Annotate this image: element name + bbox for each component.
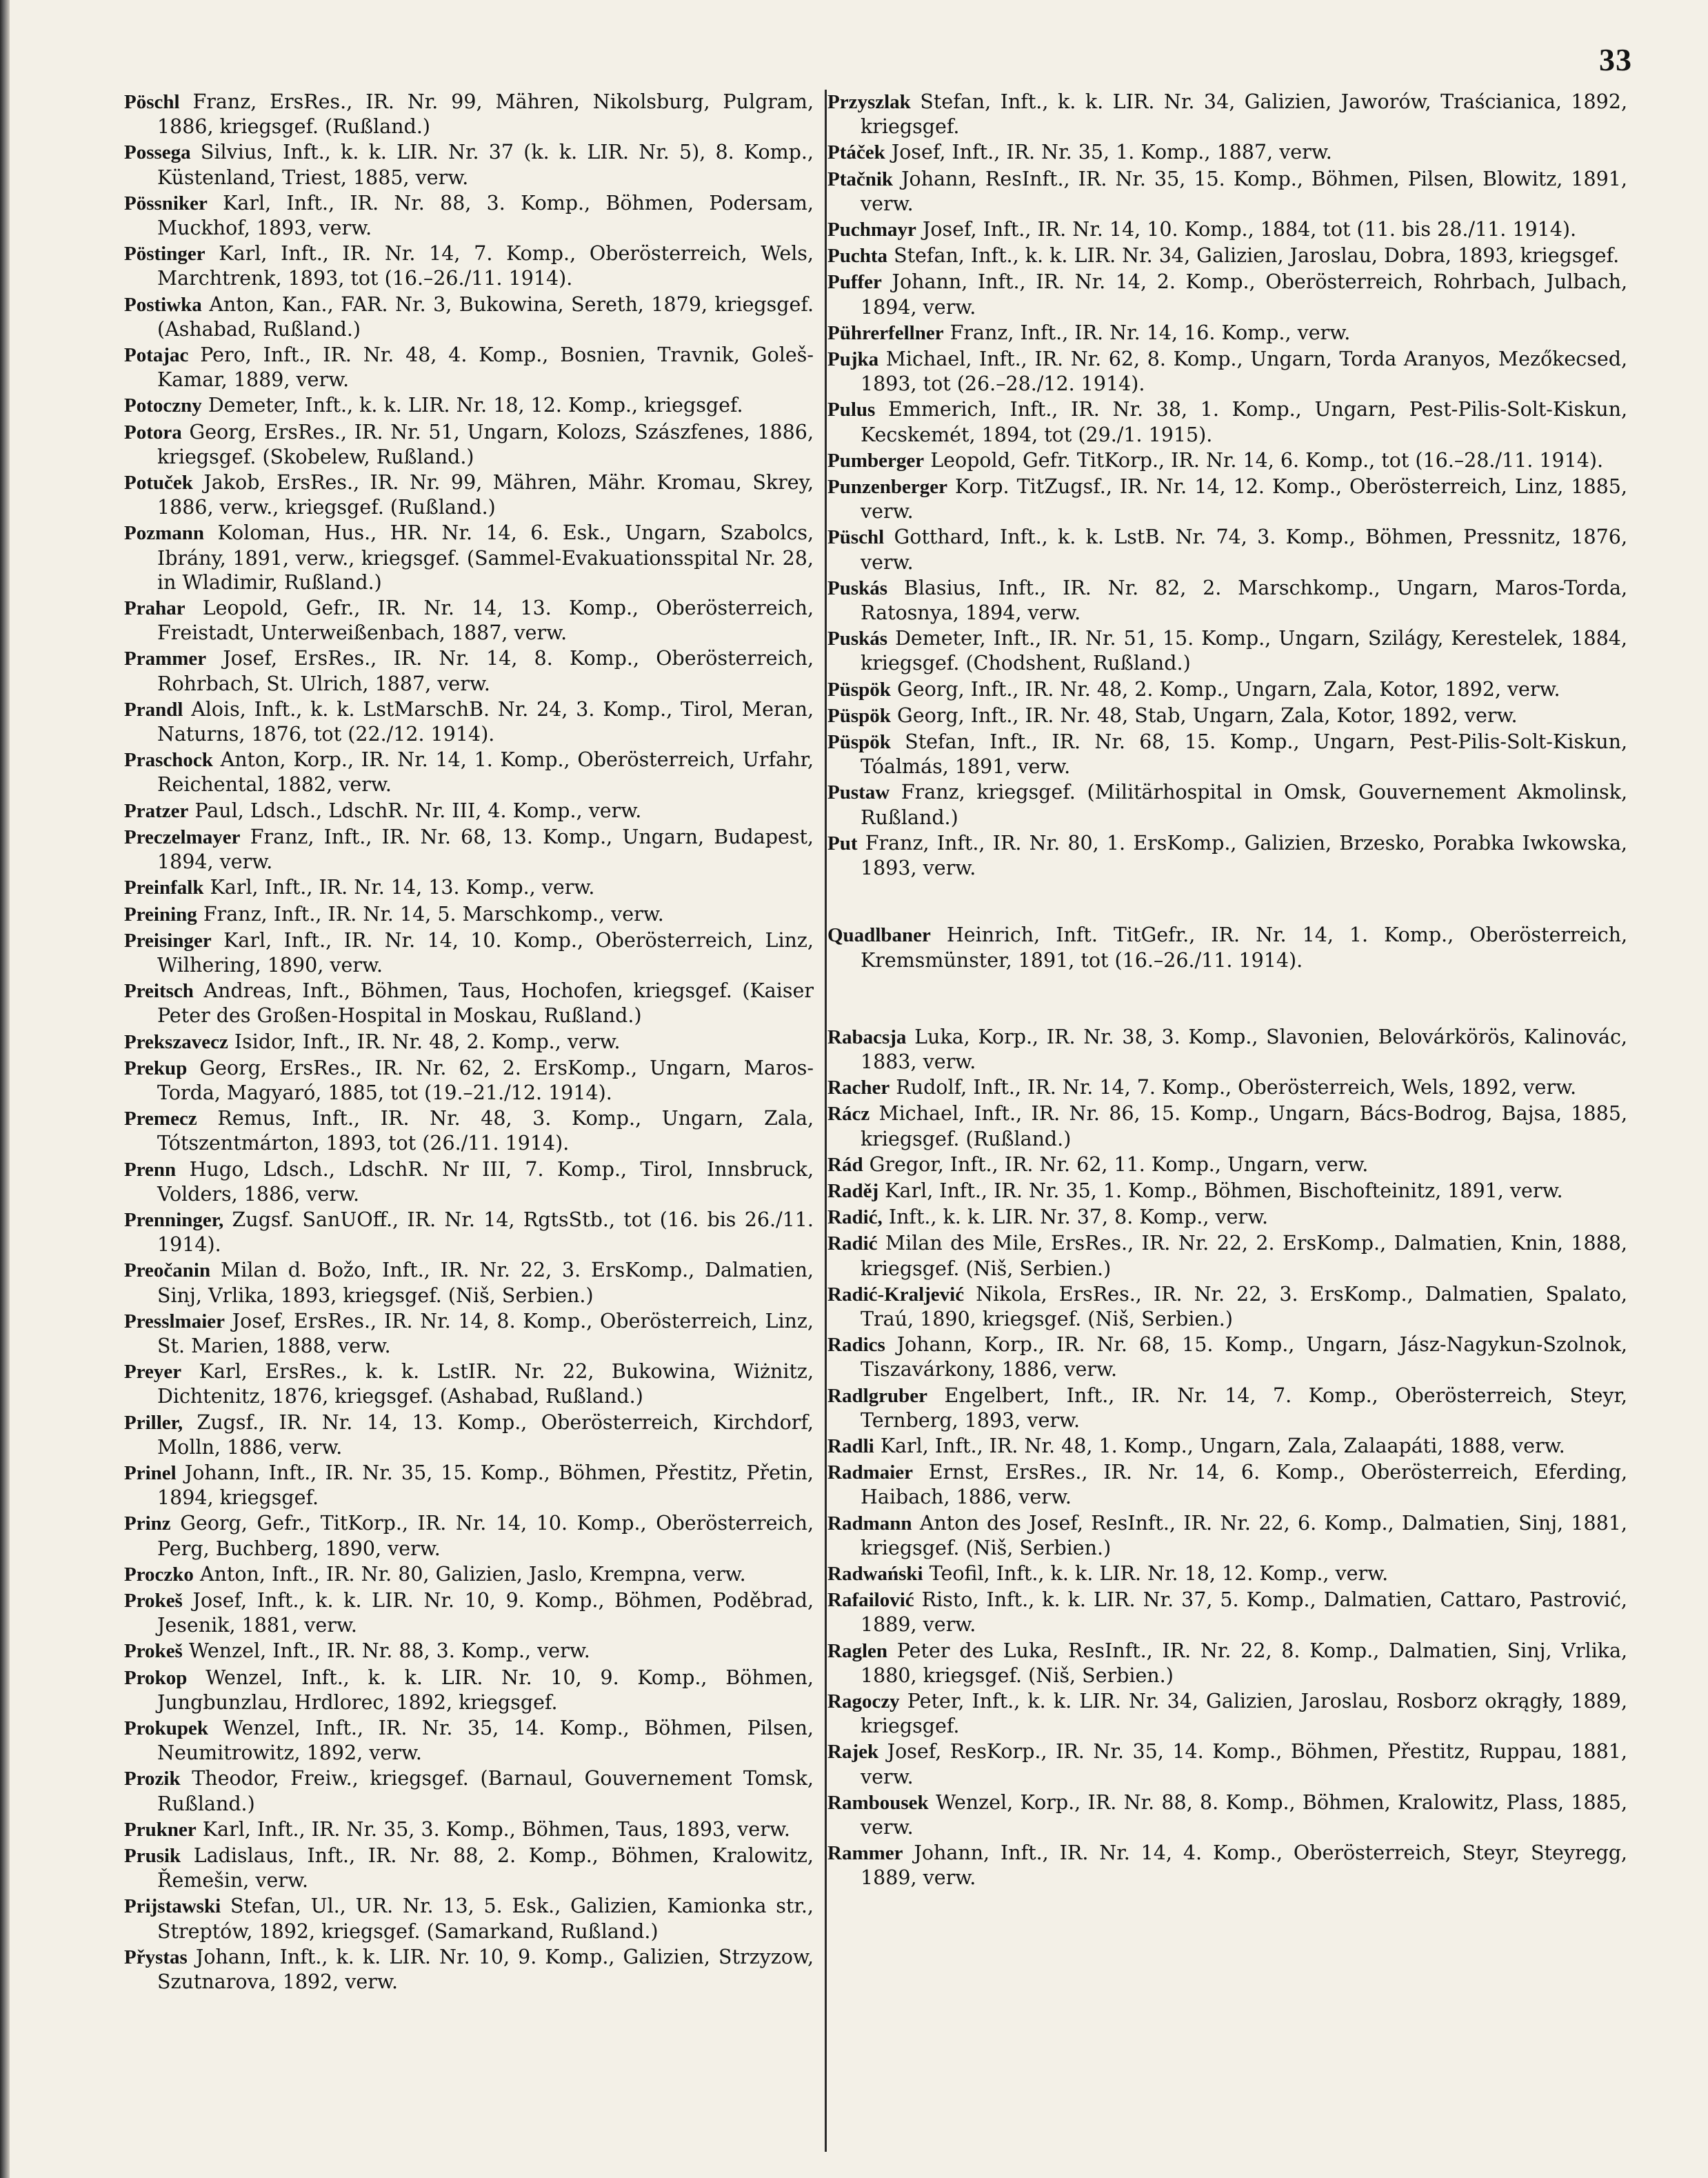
entry-details: Johann, Korp., IR. Nr. 68, 15. Komp., Ungarn, Jász-Nagykun-Szolnok, Tiszavárkony, 1886, verw. <box>861 1333 1627 1381</box>
entry-surname: Ptáček <box>827 141 885 164</box>
register-entry <box>124 1639 814 1664</box>
entry-surname: Punzenberger <box>827 476 947 499</box>
entry-surname: Pöschl <box>124 91 180 113</box>
register-entry <box>827 243 1627 268</box>
entry-surname: Rambousek <box>827 1791 929 1814</box>
entry-details: Wenzel, Inft., IR. Nr. 88, 3. Komp., verw. <box>188 1639 590 1663</box>
entry-surname: Postiwka <box>124 293 202 316</box>
register-entry <box>124 1157 814 1206</box>
entry-surname: Prenn <box>124 1158 177 1181</box>
entry-details: Pero, Inft., IR. Nr. 48, 4. Komp., Bosnien, Travnik, Goleš-Kamar, 1889, verw. <box>157 343 814 392</box>
entry-surname: Radics <box>827 1334 885 1357</box>
entry-details: Luka, Korp., IR. Nr. 38, 3. Komp., Slavonien, Belovárkörös, Kalinovác, 1883, verw. <box>861 1025 1627 1073</box>
register-entry <box>124 697 814 746</box>
register-entry <box>124 1716 814 1765</box>
page-edge-shadow <box>0 0 10 2178</box>
entry-details: Stefan, Inft., IR. Nr. 68, 15. Komp., Ungarn, Pest-Pilis-Solt-Kiskun, Tóalmás, 1891, verw. <box>861 730 1628 779</box>
entry-surname: Prijstawski <box>124 1895 221 1918</box>
entry-details: Karl, Inft., IR. Nr. 14, 7. Komp., Oberösterreich, Wels, Marchtrenk, 1893, tot (16.–26./11. 1914). <box>157 242 814 290</box>
entry-details: Michael, Inft., IR. Nr. 62, 8. Komp., Ungarn, Torda Aranyos, Mezőkecsed, 1893, tot (26.–28./12. 1914). <box>861 348 1628 396</box>
register-entry <box>124 1208 814 1257</box>
entry-surname: Radić-Kraljević <box>827 1283 965 1306</box>
entry-details: Ernst, ErsRes., IR. Nr. 14, 6. Komp., Oberösterreich, Eferding, Haibach, 1886, verw. <box>861 1461 1627 1509</box>
entry-surname: Radić <box>827 1232 878 1255</box>
entry-details: Karl, Inft., IR. Nr. 14, 13. Komp., verw. <box>210 876 595 899</box>
entry-details: Silvius, Inft., k. k. LIR. Nr. 37 (k. k. LIR. Nr. 5), 8. Komp., Küstenland, Triest, 1885, verw. <box>157 141 814 189</box>
entry-details: Alois, Inft., k. k. LstMarschB. Nr. 24, 3. Komp., Tirol, Meran, Naturns, 1876, tot (22./12. 1914). <box>157 697 814 746</box>
entry-details: Wenzel, Inft., k. k. LIR. Nr. 10, 9. Komp., Böhmen, Jungbunzlau, Hrdlorec, 1892, kriegsgef. <box>157 1666 814 1714</box>
register-entry <box>827 525 1627 574</box>
entry-surname: Pozmann <box>124 522 204 545</box>
entry-details: Milan d. Božo, Inft., IR. Nr. 22, 3. ErsKomp., Dalmatien, Sinj, Vrlika, 1893, kriegsgef. (Niš, Serbien.) <box>157 1259 814 1307</box>
register-entry <box>124 1666 814 1715</box>
entry-details: Emmerich, Inft., IR. Nr. 38, 1. Komp., Ungarn, Pest-Pilis-Solt-Kiskun, Kecskemét, 1894, tot (29./1. 1915). <box>861 398 1627 446</box>
register-entry <box>827 474 1627 523</box>
entry-surname: Puskás <box>827 577 888 599</box>
register-entry <box>827 397 1627 446</box>
register-entry <box>124 596 814 645</box>
entry-surname: Radić, <box>827 1206 883 1229</box>
entry-surname: Püspök <box>827 704 891 727</box>
register-entry <box>124 748 814 797</box>
entry-details: Zugsf. SanUOff., IR. Nr. 14, RgtsStb., tot (16. bis 26./11. 1914). <box>157 1208 814 1257</box>
register-entry <box>124 292 814 341</box>
entry-details: Remus, Inft., IR. Nr. 48, 3. Komp., Ungarn, Zala, Tótszentmárton, 1893, tot (26./11. 1914). <box>157 1107 814 1155</box>
entry-details: Anton, Korp., IR. Nr. 14, 1. Komp., Oberösterreich, Urfahr, Reichental, 1882, verw. <box>157 748 814 797</box>
entry-details: Demeter, Inft., k. k. LIR. Nr. 18, 12. Komp., kriegsgef. <box>208 394 743 417</box>
register-entry <box>827 831 1627 880</box>
entry-details: Franz, kriegsgef. (Militärhospital in Omsk, Gouvernement Akmolinsk, Rußland.) <box>861 781 1628 829</box>
entry-surname: Puffer <box>827 271 882 294</box>
register-entry <box>827 1841 1627 1890</box>
entry-details: Karl, Inft., IR. Nr. 88, 3. Komp., Böhmen, Podersam, Muckhof, 1893, verw. <box>157 191 814 240</box>
entry-details: Anton des Josef, ResInft., IR. Nr. 22, 6. Komp., Dalmatien, Sinj, 1881, kriegsgef. (Niš, Serbien.) <box>861 1511 1627 1559</box>
register-entry <box>827 1383 1627 1432</box>
entry-details: Rudolf, Inft., IR. Nr. 14, 7. Komp., Oberösterreich, Wels, 1892, verw. <box>896 1076 1577 1099</box>
entry-surname: Prinz <box>124 1512 171 1535</box>
entry-details: Karl, ErsRes., k. k. LstIR. Nr. 22, Bukowina, Wiżnitz, Dichtenitz, 1876, kriegsgef. (Ashabad, Rußland.) <box>157 1360 814 1408</box>
entry-surname: Preinfalk <box>124 877 204 899</box>
entry-details: Franz, Inft., IR. Nr. 80, 1. ErsKomp., Galizien, Brzesko, Porabka Iwkowska, 1893, verw. <box>861 831 1627 880</box>
entry-details: Karl, Inft., IR. Nr. 14, 10. Komp., Oberösterreich, Linz, Wilhering, 1890, verw. <box>157 928 814 977</box>
entry-details: Georg, Inft., IR. Nr. 48, 2. Komp., Ungarn, Zala, Kotor, 1892, verw. <box>896 677 1560 701</box>
register-entry <box>124 140 814 189</box>
right-column <box>827 90 1627 1892</box>
entry-details: Stefan, Inft., k. k. LIR. Nr. 34, Galizien, Jaroslau, Dobra, 1893, kriegsgef. <box>894 244 1620 268</box>
entry-surname: Prekup <box>124 1057 188 1079</box>
register-entry <box>827 1075 1627 1100</box>
section-gap <box>827 881 1627 923</box>
entry-details: Josef, Inft., IR. Nr. 14, 10. Komp., 1884, tot (11. bis 28./11. 1914). <box>922 218 1577 241</box>
section-gap <box>827 974 1627 1025</box>
register-entry <box>124 646 814 695</box>
entry-details: Franz, Inft., IR. Nr. 68, 13. Komp., Ungarn, Budapest, 1894, verw. <box>157 825 814 874</box>
register-entry <box>124 875 814 900</box>
entry-surname: Potuček <box>124 472 193 494</box>
entry-details: Milan des Mile, ErsRes., IR. Nr. 22, 2. ErsKomp., Dalmatien, Knin, 1888, kriegsgef. (Niš, Serbien.) <box>861 1232 1627 1280</box>
entry-surname: Pöstinger <box>124 243 205 266</box>
entry-surname: Prokop <box>124 1666 188 1689</box>
entry-surname: Püschl <box>827 526 885 549</box>
entry-details: Anton, Inft., IR. Nr. 80, Galizien, Jaslo, Krempna, verw. <box>200 1562 746 1586</box>
register-entry <box>124 1817 814 1842</box>
entry-details: Wenzel, Inft., IR. Nr. 35, 14. Komp., Böhmen, Pilsen, Neumitrowitz, 1892, verw. <box>157 1717 814 1765</box>
register-entry <box>124 1945 814 1994</box>
register-entry <box>827 576 1627 625</box>
register-entry <box>124 1258 814 1307</box>
entry-details: Franz, Inft., IR. Nr. 14, 16. Komp., verw. <box>950 321 1351 344</box>
entry-details: Georg, ErsRes., IR. Nr. 62, 2. ErsKomp., Ungarn, Maros-Torda, Magyaró, 1885, tot (19.–21./12. 1914). <box>157 1056 814 1104</box>
entry-details: Josef, ResKorp., IR. Nr. 35, 14. Komp., Böhmen, Přestitz, Ruppau, 1881, verw. <box>861 1740 1627 1788</box>
register-entry <box>124 825 814 874</box>
register-entry <box>827 1460 1627 1509</box>
entry-details: Heinrich, Inft. TitGefr., IR. Nr. 14, 1. Komp., Oberösterreich, Kremsmünster, 1891, tot (16.–26./11. 1914). <box>861 923 1627 972</box>
entry-details: Leopold, Gefr., IR. Nr. 14, 13. Komp., Oberösterreich, Freistadt, Unterweißenbach, 1887, verw. <box>157 597 814 645</box>
entry-surname: Praschock <box>124 749 213 772</box>
register-entry <box>827 167 1627 216</box>
register-entry <box>827 90 1627 139</box>
entry-surname: Prozik <box>124 1768 181 1790</box>
entry-details: Johann, Inft., IR. Nr. 35, 15. Komp., Böhmen, Přestitz, Přetin, 1894, kriegsgef. <box>157 1461 814 1510</box>
entry-surname: Put <box>827 832 858 855</box>
entry-surname: Rabacsja <box>827 1026 907 1048</box>
register-entry <box>124 799 814 823</box>
entry-details: Stefan, Ul., UR. Nr. 13, 5. Esk., Galizien, Kamionka str., Streptów, 1892, kriegsgef. (Samarkand, Rußland.) <box>157 1895 814 1943</box>
register-entry <box>124 1588 814 1637</box>
entry-details: Jakob, ErsRes., IR. Nr. 99, Mähren, Mähr. Kromau, Skrey, 1886, verw., kriegsgef. (Rußland.) <box>157 471 814 519</box>
register-entry <box>124 521 814 595</box>
register-entry <box>827 677 1627 702</box>
entry-details: Korp. TitZugsf., IR. Nr. 14, 12. Komp., Oberösterreich, Linz, 1885, verw. <box>861 475 1627 523</box>
register-entry <box>827 1152 1627 1177</box>
entry-details: Karl, Inft., IR. Nr. 35, 3. Komp., Böhmen, Taus, 1893, verw. <box>202 1817 790 1841</box>
entry-details: Karl, Inft., IR. Nr. 35, 1. Komp., Böhmen, Bischofteinitz, 1891, verw. <box>885 1179 1563 1202</box>
entry-details: Gotthard, Inft., k. k. LstB. Nr. 74, 3. Komp., Böhmen, Pressnitz, 1876, verw. <box>861 526 1627 574</box>
entry-surname: Preczelmayer <box>124 826 241 848</box>
register-entry <box>827 1231 1627 1280</box>
entry-surname: Rammer <box>827 1842 903 1865</box>
register-entry <box>124 979 814 1028</box>
register-entry <box>124 1511 814 1560</box>
register-entry <box>827 1561 1627 1586</box>
entry-surname: Rácz <box>827 1103 870 1126</box>
register-entry <box>124 90 814 139</box>
register-entry <box>827 270 1627 319</box>
register-entry <box>827 217 1627 242</box>
register-entry <box>827 448 1627 473</box>
register-entry <box>827 626 1627 675</box>
entry-surname: Prinel <box>124 1461 177 1484</box>
register-entry <box>124 343 814 392</box>
register-entry <box>124 902 814 927</box>
entry-surname: Prukner <box>124 1818 197 1841</box>
register-entry <box>827 703 1627 728</box>
entry-surname: Racher <box>827 1077 890 1099</box>
entry-surname: Pührerfellner <box>827 321 944 344</box>
entry-surname: Priller, <box>124 1411 183 1434</box>
register-entry <box>827 1434 1627 1459</box>
entry-surname: Preitsch <box>124 980 194 1003</box>
entry-details: Johann, Inft., k. k. LIR. Nr. 10, 9. Komp., Galizien, Strzyzow, Szutnarova, 1892, verw. <box>157 1945 814 1994</box>
register-entry <box>827 1205 1627 1230</box>
register-entry <box>124 1309 814 1358</box>
entry-surname: Pujka <box>827 348 879 371</box>
entry-details: Zugsf., IR. Nr. 14, 13. Komp., Oberösterreich, Kirchdorf, Molln, 1886, verw. <box>157 1410 814 1459</box>
register-entry <box>827 1588 1627 1637</box>
entry-surname: Puchmayr <box>827 219 916 241</box>
entry-surname: Prekszavecz <box>124 1030 228 1053</box>
entry-surname: Pumberger <box>827 449 925 472</box>
entry-surname: Radli <box>827 1435 874 1457</box>
entry-surname: Rafailović <box>827 1589 914 1612</box>
entry-surname: Preyer <box>124 1361 182 1383</box>
entry-surname: Pulus <box>827 399 876 421</box>
entry-surname: Possega <box>124 141 191 164</box>
entry-details: Josef, ErsRes., IR. Nr. 14, 8. Komp., Oberösterreich, Linz, St. Marien, 1888, verw. <box>157 1309 814 1357</box>
entry-surname: Rád <box>827 1153 863 1176</box>
entry-surname: Radwański <box>827 1562 923 1585</box>
register-entry <box>827 1282 1627 1331</box>
entry-surname: Radmann <box>827 1512 912 1535</box>
entry-surname: Prenninger, <box>124 1208 224 1231</box>
entry-details: Peter, Inft., k. k. LIR. Nr. 34, Galizien, Jaroslau, Rosborz okrągły, 1889, kriegsgef. <box>861 1689 1627 1738</box>
entry-details: Wenzel, Korp., IR. Nr. 88, 8. Komp., Böhmen, Kralowitz, Plass, 1885, verw. <box>861 1790 1627 1839</box>
entry-surname: Prammer <box>124 648 207 670</box>
entry-details: Anton, Kan., FAR. Nr. 3, Bukowina, Sereth, 1879, kriegsgef. (Ashabad, Rußland.) <box>157 292 814 341</box>
entry-details: Koloman, Hus., HR. Nr. 14, 6. Esk., Ungarn, Szabolcs, Ibrány, 1891, verw., kriegsgef. (Sammel-Evakuationsspital Nr. 28, in Wladimir, Rußland.) <box>157 521 814 594</box>
entry-details: Stefan, Inft., k. k. LIR. Nr. 34, Galizien, Jaworów, Traścianica, 1892, kriegsgef. <box>861 90 1628 139</box>
entry-details: Josef, ErsRes., IR. Nr. 14, 8. Komp., Oberösterreich, Rohrbach, St. Ulrich, 1887, verw. <box>157 647 814 695</box>
entry-surname: Potoczny <box>124 394 202 417</box>
entry-surname: Preočanin <box>124 1259 211 1282</box>
register-entry <box>124 1359 814 1408</box>
register-entry <box>124 1844 814 1892</box>
entry-surname: Radmaier <box>827 1461 914 1484</box>
register-entry <box>124 1894 814 1943</box>
entry-details: Georg, ErsRes., IR. Nr. 51, Ungarn, Kolozs, Szászfenes, 1886, kriegsgef. (Skobelew, Rußland.) <box>157 420 814 468</box>
entry-surname: Premecz <box>124 1108 197 1130</box>
entry-surname: Prokupek <box>124 1717 208 1739</box>
register-entry <box>124 928 814 977</box>
register-entry <box>827 1739 1627 1788</box>
register-entry <box>827 1790 1627 1839</box>
entry-surname: Puskás <box>827 628 888 650</box>
entry-surname: Quadlbaner <box>827 924 931 947</box>
entry-details: Gregor, Inft., IR. Nr. 62, 11. Komp., Ungarn, verw. <box>869 1152 1369 1176</box>
entry-details: Hugo, Ldsch., LdschR. Nr III, 7. Komp., Tirol, Innsbruck, Volders, 1886, verw. <box>157 1157 814 1206</box>
entry-surname: Přystas <box>124 1946 188 1968</box>
register-entry <box>124 1766 814 1815</box>
entry-surname: Prandl <box>124 698 183 721</box>
entry-details: Georg, Inft., IR. Nr. 48, Stab, Ungarn, Zala, Kotor, 1892, verw. <box>896 703 1518 727</box>
entry-details: Peter des Luka, ResInft., IR. Nr. 22, 8. Komp., Dalmatien, Sinj, Vrlika, 1880, kriegsgef. (Niš, Serbien.) <box>861 1639 1627 1687</box>
entry-surname: Preisinger <box>124 929 212 952</box>
entry-details: Demeter, Inft., IR. Nr. 51, 15. Komp., Ungarn, Szilágy, Kerestelek, 1884, kriegsgef. (Chodshent, Rußland.) <box>861 627 1627 675</box>
entry-details: Engelbert, Inft., IR. Nr. 14, 7. Komp., Oberösterreich, Steyr, Ternberg, 1893, verw. <box>861 1383 1627 1432</box>
register-entry <box>827 1025 1627 1074</box>
entry-surname: Pratzer <box>124 799 189 822</box>
entry-surname: Raglen <box>827 1639 887 1662</box>
entry-details: Michael, Inft., IR. Nr. 86, 15. Komp., Ungarn, Bács-Bodrog, Bajsa, 1885, kriegsgef. (Rußland.) <box>861 1102 1627 1150</box>
entry-surname: Ptačnik <box>827 168 894 190</box>
register-entry <box>827 1179 1627 1203</box>
register-entry <box>124 1106 814 1155</box>
entry-details: Inft., k. k. LIR. Nr. 37, 8. Komp., verw. <box>888 1206 1269 1229</box>
entry-details: Franz, ErsRes., IR. Nr. 99, Mähren, Nikolsburg, Pulgram, 1886, kriegsgef. (Rußland.) <box>157 90 814 139</box>
register-entry <box>124 241 814 290</box>
register-entry <box>827 347 1627 396</box>
entry-surname: Rajek <box>827 1741 879 1764</box>
entry-details: Nikola, ErsRes., IR. Nr. 22, 3. ErsKomp., Dalmatien, Spalato, Traú, 1890, kriegsgef. (Niš, Serbien.) <box>861 1282 1627 1330</box>
register-entry <box>124 1410 814 1459</box>
entry-details: Josef, Inft., k. k. LIR. Nr. 10, 9. Komp., Böhmen, Poděbrad, Jesenik, 1881, verw. <box>157 1588 814 1637</box>
entry-details: Franz, Inft., IR. Nr. 14, 5. Marschkomp., verw. <box>203 902 664 926</box>
register-entry <box>124 470 814 519</box>
column-divider <box>825 90 827 2152</box>
register-entry <box>827 1511 1627 1560</box>
register-entry <box>827 1332 1627 1381</box>
entry-surname: Przyszlak <box>827 91 911 113</box>
entry-surname: Püspök <box>827 731 891 754</box>
entry-details: Josef, Inft., IR. Nr. 35, 1. Komp., 1887, verw. <box>891 141 1332 164</box>
entry-details: Blasius, Inft., IR. Nr. 82, 2. Marschkomp., Ungarn, Maros-Torda, Ratosnya, 1894, verw. <box>861 576 1628 625</box>
entry-details: Johann, Inft., IR. Nr. 14, 2. Komp., Oberösterreich, Rohrbach, Julbach, 1894, verw. <box>861 270 1628 319</box>
entry-details: Andreas, Inft., Böhmen, Taus, Hochofen, kriegsgef. (Kaiser Peter des Großen-Hospital in Moskau, Rußland.) <box>157 979 814 1028</box>
entry-details: Karl, Inft., IR. Nr. 48, 1. Komp., Ungarn, Zala, Zalaapáti, 1888, verw. <box>880 1434 1565 1457</box>
register-entry <box>827 923 1627 972</box>
register-entry <box>827 140 1627 165</box>
register-entry <box>827 1689 1627 1738</box>
entry-surname: Presslmaier <box>124 1310 225 1332</box>
entry-surname: Ragoczy <box>827 1690 900 1712</box>
entry-surname: Preining <box>124 903 197 926</box>
register-entry <box>827 321 1627 346</box>
entry-surname: Prokeš <box>124 1640 183 1663</box>
entry-surname: Radlgruber <box>827 1384 927 1407</box>
entry-details: Leopold, Gefr. TitKorp., IR. Nr. 14, 6. Komp., tot (16.–28./11. 1914). <box>930 448 1604 472</box>
entry-details: Georg, Gefr., TitKorp., IR. Nr. 14, 10. Komp., Oberösterreich, Perg, Buchberg, 1890, verw. <box>157 1512 814 1560</box>
entry-details: Isidor, Inft., IR. Nr. 48, 2. Komp., verw. <box>234 1030 621 1053</box>
entry-details: Ladislaus, Inft., IR. Nr. 88, 2. Komp., Böhmen, Kralowitz, Řemešin, verw. <box>157 1844 814 1892</box>
register-entry <box>827 780 1627 829</box>
entry-surname: Prahar <box>124 597 185 620</box>
register-entry <box>827 1639 1627 1688</box>
register-entry <box>124 1461 814 1510</box>
entry-details: Johann, ResInft., IR. Nr. 35, 15. Komp., Böhmen, Pilsen, Blowitz, 1891, verw. <box>861 167 1627 215</box>
entry-details: Paul, Ldsch., LdschR. Nr. III, 4. Komp., verw. <box>194 799 642 822</box>
register-entry <box>124 1030 814 1055</box>
left-column <box>124 90 814 1995</box>
register-entry <box>827 730 1627 779</box>
entry-surname: Proczko <box>124 1563 194 1586</box>
register-entry <box>124 393 814 418</box>
entry-details: Theodor, Freiw., kriegsgef. (Barnaul, Gouvernement Tomsk, Rußland.) <box>157 1767 814 1815</box>
entry-surname: Pössniker <box>124 192 208 214</box>
register-entry <box>124 1056 814 1105</box>
entry-surname: Pustaw <box>827 781 890 804</box>
entry-surname: Puchta <box>827 245 887 268</box>
entry-surname: Prokeš <box>124 1589 183 1612</box>
entry-details: Teofil, Inft., k. k. LIR. Nr. 18, 12. Komp., verw. <box>929 1561 1389 1585</box>
entry-surname: Potajac <box>124 344 189 367</box>
entry-details: Risto, Inft., k. k. LIR. Nr. 37, 5. Komp., Dalmatien, Cattaro, Pastrović, 1889, verw. <box>861 1588 1627 1637</box>
entry-surname: Raděj <box>827 1179 879 1202</box>
page-number: 33 <box>1599 42 1632 77</box>
register-entry <box>124 1562 814 1587</box>
register-entry <box>124 420 814 469</box>
entry-details: Johann, Inft., IR. Nr. 14, 4. Komp., Oberösterreich, Steyr, Steyregg, 1889, verw. <box>861 1841 1627 1890</box>
entry-surname: Potora <box>124 421 182 443</box>
entry-surname: Püspök <box>827 678 891 701</box>
register-entry <box>124 191 814 240</box>
entry-surname: Prusik <box>124 1845 181 1868</box>
register-entry <box>827 1101 1627 1150</box>
